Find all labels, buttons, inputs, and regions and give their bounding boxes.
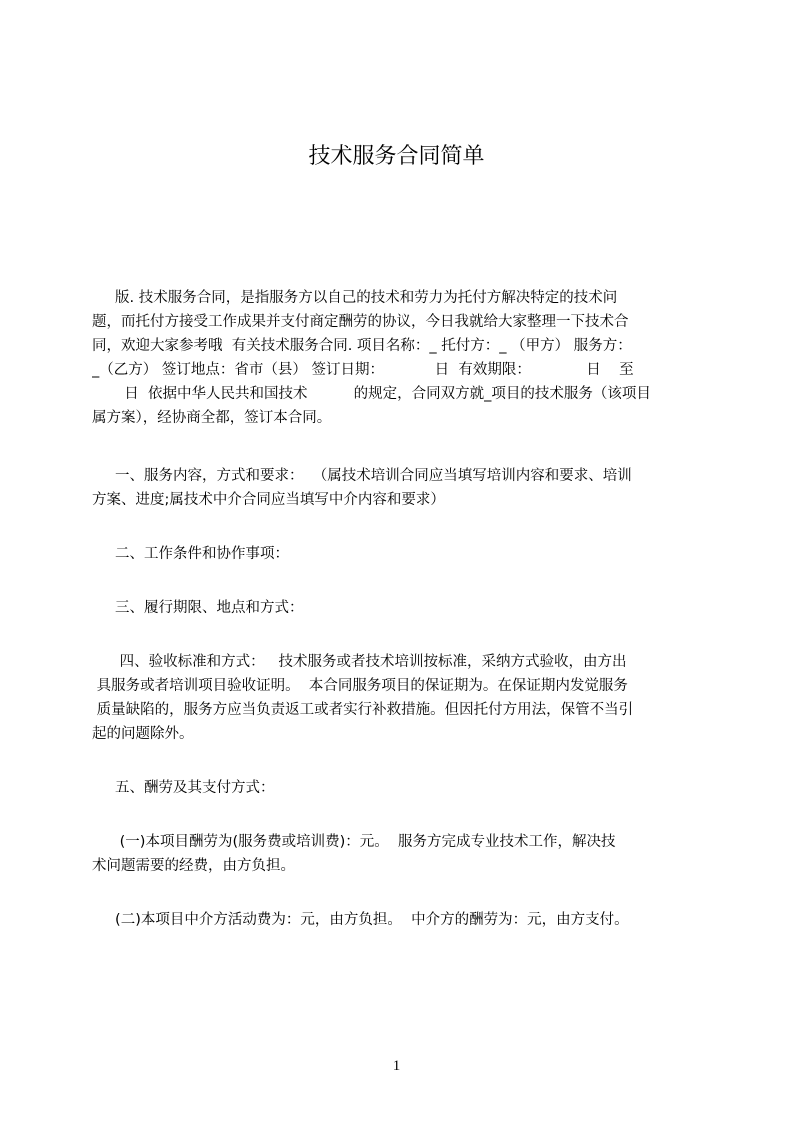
section-3-performance-period: [92, 596, 698, 620]
document-body: [92, 286, 698, 932]
text-line: 三、履行期限、地点和方式：: [92, 600, 304, 616]
section-5-2-agency-fee: [92, 908, 698, 932]
text-line: 属方案），经协商全都，签订本合同。: [92, 410, 332, 426]
intro-paragraph: [92, 286, 698, 430]
text-line: _（乙方） 签订地点：省市（县） 签订日期： 日 有效期限： 日 至: [92, 362, 634, 378]
section-4-acceptance: [92, 650, 698, 746]
section-5-payment: [92, 776, 698, 800]
text-line: 四、验收标准和方式： 技术服务或者技术培训按标准，采纳方式验收，由方出: [92, 654, 627, 670]
text-line: (二)本项目中介方活动费为：元，由方负担。 中介方的酬劳为：元，由方支付。: [92, 912, 629, 928]
section-1-service-content: [92, 464, 698, 512]
text-line: 术问题需要的经费，由方负担。: [92, 858, 295, 874]
section-5-1-fee: [92, 830, 698, 878]
text-line: 题，而托付方接受工作成果并支付商定酬劳的协议，今日我就给大家整理一下技术合: [92, 314, 629, 330]
text-line: 具服务或者培训项目验收证明。 本合同服务项目的保证期为。在保证期内发觉服务: [92, 678, 628, 694]
section-2-working-conditions: [92, 542, 698, 566]
text-line: 五、酬劳及其支付方式：: [92, 780, 275, 796]
text-line: 方案、进度;属技术中介合同应当填写中介内容和要求）: [92, 492, 445, 508]
text-line: 起的问题除外。: [92, 726, 194, 742]
text-line: 版. 技术服务合同，是指服务方以自己的技术和劳力为托付方解决特定的技术问: [92, 290, 618, 306]
text-line: 质量缺陷的，服务方应当负责返工或者实行补救措施。但因托付方用法，保管不当引: [92, 702, 634, 718]
page-title: 技术服务合同简单: [308, 144, 485, 169]
page-number: 1: [392, 1058, 401, 1074]
text-line: 同，欢迎大家参考哦 有关技术服务合同. 项目名称：_ 托付方：_ （甲方） 服务方：: [92, 338, 632, 354]
text-line: 日 依据中华人民共和国技术 的规定，合同双方就_项目的技术服务（该项目: [92, 386, 651, 402]
text-line: 一、服务内容，方式和要求： （属技术培训合同应当填写培训内容和要求、培训: [92, 468, 632, 484]
text-line: 二、工作条件和协作事项：: [92, 546, 290, 562]
text-line: (一)本项目酬劳为(服务费或培训费)：元。 服务方完成专业技术工作，解决技: [92, 834, 616, 850]
